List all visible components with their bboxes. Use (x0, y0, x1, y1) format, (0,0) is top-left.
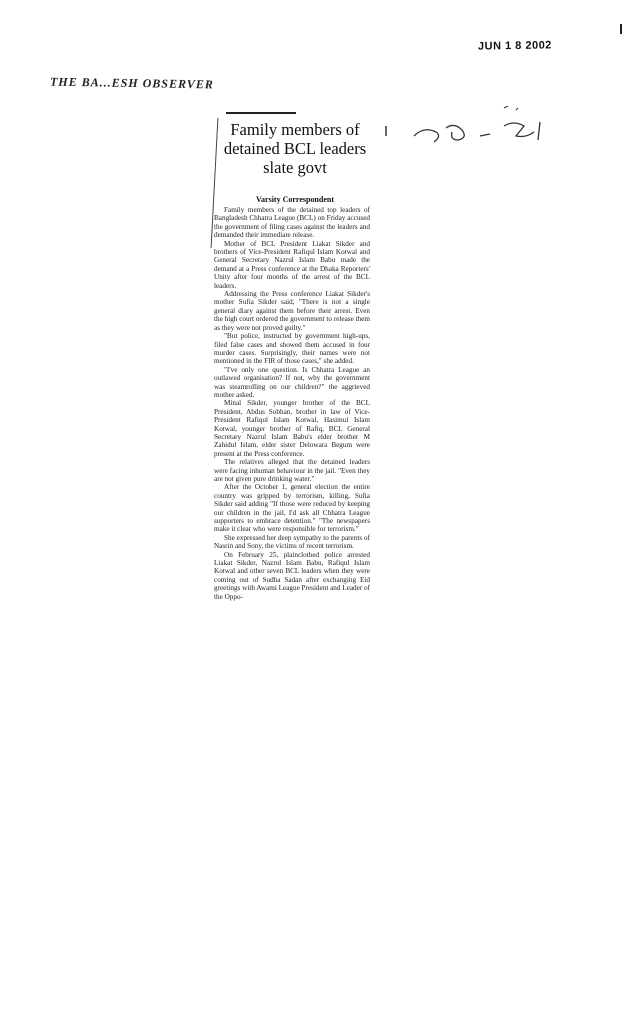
edge-mark (620, 24, 622, 34)
newspaper-clipping (210, 108, 370, 898)
article-paragraph: On February 25, plainclothed police arrested Liakat Sikder, Nazrul Islam Babu, Rafiqul Islam Kotwal and other seven BCL leaders when they were coming out of Sudha Sadan after exchanging Eid greetings with Awami League President and Leader of the Oppo- (214, 550, 371, 601)
article-paragraph: Minal Sikder, younger brother of the BCL President, Abdus Sobhan, brother in law of Vice-President Rafiqul Islam Kotwal, Hasimul Islam Kotwal, younger brother of Rafiq, BCL General Secretary Nazrul Islam Babu's elder brother M Zahidul Islam, elder sister Delowara Begum were present at the Press conference. (214, 399, 370, 458)
handwritten-annotation (384, 96, 564, 156)
article-paragraph: Addressing the Press conference Liakat Sikder's mother Sufia Sikder said, "There is not a single general diary against them before their arrest. Even the high court ordered the government to release them as they were not proved guilty." (214, 290, 370, 332)
article-paragraph: Family members of the detained top leaders of Bangladesh Chhatra League (BCL) on Friday accused the government of filing cases against the leaders and demanded their immediate release. (214, 206, 370, 240)
article-byline: Varsity Correspondent (255, 195, 334, 204)
article-body (214, 206, 370, 601)
article-headline: Family members of detained BCL leaders slate govt (223, 120, 367, 177)
received-date-stamp: JUN 1 8 2002 (477, 39, 552, 53)
article-paragraph: After the October 1, general election the entire country was gripped by terrorism, killing, Sufia Sikder said adding "If those were reduced by keeping our children in the jail, I'd ask all Chhatra League supporters to embrace detention." "The newspapers make it clear who were responsible for terrorism." (214, 483, 370, 534)
article-paragraph: "But police, instructed by government high-ups, filed false cases and showed them accused in four murder cases. Surprisingly, their names were not mentioned in the FIR of those cases," she added. (214, 332, 370, 366)
article-paragraph: Mother of BCL President Liakat Sikder and brothers of Vice-President Rafiqul Islam Kotwal and General Secretary Nazrul Islam Babu made the demand at a Press conference at the Dhaka Reporters' Unity after four months of the arrest of the BCL leaders. (214, 239, 370, 290)
top-rule (226, 112, 296, 114)
newspaper-masthead: THE BA...ESH OBSERVER (49, 74, 214, 92)
article-paragraph: The relatives alleged that the detained leaders were facing inhuman behaviour in the jail. "Even they are not given pure drinking water." (214, 458, 370, 483)
article-paragraph: "I've only one question. Is Chhatra League an outlawed organisation? If not, why the government was steamrolling on our children?" the aggrieved mother asked. (214, 365, 370, 399)
article-paragraph: She expressed her deep sympathy to the parents of Nasrin and Sony, the victims of recent terrorism. (214, 533, 370, 551)
